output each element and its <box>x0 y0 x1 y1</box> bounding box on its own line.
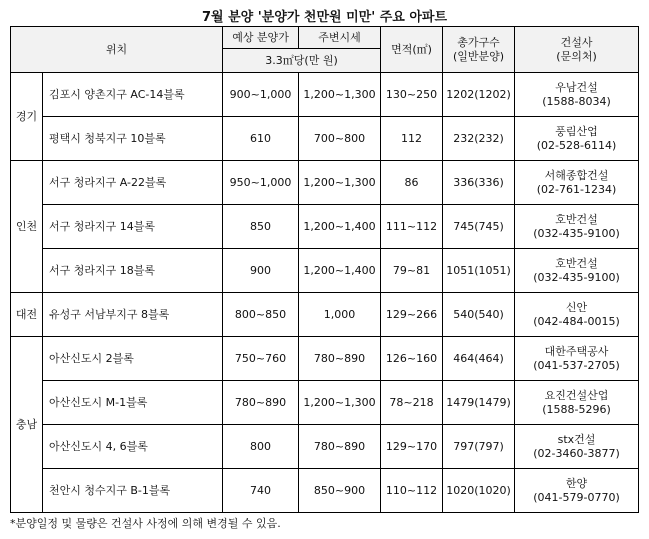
location-cell: 서구 청라지구 14블록 <box>43 205 223 249</box>
expected-price-cell: 900 <box>223 249 299 293</box>
builder-name: stx건설 <box>557 432 596 446</box>
location-cell: 아산신도시 M-1블록 <box>43 381 223 425</box>
header-row-1 <box>11 27 639 49</box>
units-cell: 1202(1202) <box>443 73 515 117</box>
header-nearby-price: 주변시세 <box>299 27 381 49</box>
location-cell: 천안시 청수지구 B-1블록 <box>43 469 223 513</box>
builder-phone: (02-761-1234) <box>536 182 617 196</box>
header-units-line2: (일반분양) <box>452 49 505 63</box>
area-cell: 126~160 <box>381 337 443 381</box>
footnote: *분양일정 및 물량은 건설사 사정에 의해 변경될 수 있음. <box>10 517 281 530</box>
area-cell: 78~218 <box>381 381 443 425</box>
units-cell: 797(797) <box>443 425 515 469</box>
units-cell: 232(232) <box>443 117 515 161</box>
expected-price-cell: 780~890 <box>223 381 299 425</box>
table-row <box>11 73 639 117</box>
header-builder <box>515 27 639 73</box>
area-cell: 86 <box>381 161 443 205</box>
units-cell: 1051(1051) <box>443 249 515 293</box>
builder-phone: (02-3460-3877) <box>533 446 620 460</box>
region-cell: 경기 <box>11 73 43 161</box>
header-builder-line2: (문의처) <box>556 49 597 63</box>
nearby-price-cell: 1,200~1,300 <box>299 381 381 425</box>
table-body <box>11 73 639 513</box>
nearby-price-cell: 700~800 <box>299 117 381 161</box>
builder-cell <box>515 293 639 337</box>
nearby-price-cell: 1,200~1,300 <box>299 73 381 117</box>
builder-cell <box>515 381 639 425</box>
table-row <box>11 425 639 469</box>
expected-price-cell: 800~850 <box>223 293 299 337</box>
nearby-price-cell: 1,200~1,400 <box>299 249 381 293</box>
expected-price-cell: 750~760 <box>223 337 299 381</box>
header-unit: 3.3㎡당(만 원) <box>223 49 381 73</box>
region-cell: 인천 <box>11 161 43 293</box>
builder-cell <box>515 161 639 205</box>
expected-price-cell: 850 <box>223 205 299 249</box>
header-area: 면적(㎡) <box>381 27 443 73</box>
table-row <box>11 205 639 249</box>
nearby-price-cell: 780~890 <box>299 337 381 381</box>
location-cell: 김포시 양촌지구 AC-14블록 <box>43 73 223 117</box>
units-cell: 1020(1020) <box>443 469 515 513</box>
builder-phone: (041-579-0770) <box>533 490 620 504</box>
apartment-table <box>10 26 639 513</box>
builder-phone: (032-435-9100) <box>533 226 620 240</box>
location-cell: 아산신도시 4, 6블록 <box>43 425 223 469</box>
expected-price-cell: 740 <box>223 469 299 513</box>
builder-cell <box>515 73 639 117</box>
nearby-price-cell: 1,200~1,400 <box>299 205 381 249</box>
table-row <box>11 293 639 337</box>
nearby-price-cell: 780~890 <box>299 425 381 469</box>
builder-cell <box>515 249 639 293</box>
expected-price-cell: 950~1,000 <box>223 161 299 205</box>
units-cell: 540(540) <box>443 293 515 337</box>
header-units-line1: 총가구수 <box>457 35 500 49</box>
builder-name: 호반건설 <box>555 256 598 270</box>
builder-phone: (1588-5296) <box>542 402 611 416</box>
table-row <box>11 117 639 161</box>
builder-name: 풍림산업 <box>555 124 598 138</box>
header-location: 위치 <box>11 27 223 73</box>
region-cell: 충남 <box>11 337 43 513</box>
nearby-price-cell: 1,000 <box>299 293 381 337</box>
builder-cell <box>515 469 639 513</box>
header-units <box>443 27 515 73</box>
region-cell: 대전 <box>11 293 43 337</box>
area-cell: 130~250 <box>381 73 443 117</box>
expected-price-cell: 610 <box>223 117 299 161</box>
builder-phone: (041-537-2705) <box>533 358 620 372</box>
builder-name: 서해종합건설 <box>544 168 609 182</box>
units-cell: 464(464) <box>443 337 515 381</box>
units-cell: 336(336) <box>443 161 515 205</box>
header-expected-price: 예상 분양가 <box>223 27 299 49</box>
location-cell: 서구 청라지구 A-22블록 <box>43 161 223 205</box>
builder-phone: (02-528-6114) <box>536 138 617 152</box>
builder-cell <box>515 117 639 161</box>
table-row <box>11 161 639 205</box>
area-cell: 110~112 <box>381 469 443 513</box>
nearby-price-cell: 1,200~1,300 <box>299 161 381 205</box>
expected-price-cell: 900~1,000 <box>223 73 299 117</box>
builder-cell <box>515 425 639 469</box>
builder-name: 신안 <box>565 300 588 314</box>
table-row <box>11 249 639 293</box>
builder-name: 대한주택공사 <box>544 344 609 358</box>
expected-price-cell: 800 <box>223 425 299 469</box>
builder-name: 우남건설 <box>555 80 598 94</box>
table-row <box>11 469 639 513</box>
page-title: 7월 분양 '분양가 천만원 미만' 주요 아파트 <box>201 10 448 25</box>
builder-cell <box>515 337 639 381</box>
units-cell: 1479(1479) <box>443 381 515 425</box>
builder-phone: (1588-8034) <box>542 94 611 108</box>
builder-name: 호반건설 <box>555 212 598 226</box>
units-cell: 745(745) <box>443 205 515 249</box>
location-cell: 서구 청라지구 18블록 <box>43 249 223 293</box>
table-row <box>11 337 639 381</box>
builder-cell <box>515 205 639 249</box>
area-cell: 111~112 <box>381 205 443 249</box>
location-cell: 아산신도시 2블록 <box>43 337 223 381</box>
location-cell: 평택시 청북지구 10블록 <box>43 117 223 161</box>
area-cell: 112 <box>381 117 443 161</box>
builder-phone: (032-435-9100) <box>533 270 620 284</box>
builder-phone: (042-484-0015) <box>533 314 620 328</box>
builder-name: 요진건설산업 <box>544 388 609 402</box>
header-builder-line1: 건설사 <box>560 35 593 49</box>
area-cell: 129~170 <box>381 425 443 469</box>
table-row <box>11 381 639 425</box>
builder-name: 한양 <box>565 476 588 490</box>
area-cell: 129~266 <box>381 293 443 337</box>
area-cell: 79~81 <box>381 249 443 293</box>
nearby-price-cell: 850~900 <box>299 469 381 513</box>
location-cell: 유성구 서남부지구 8블록 <box>43 293 223 337</box>
